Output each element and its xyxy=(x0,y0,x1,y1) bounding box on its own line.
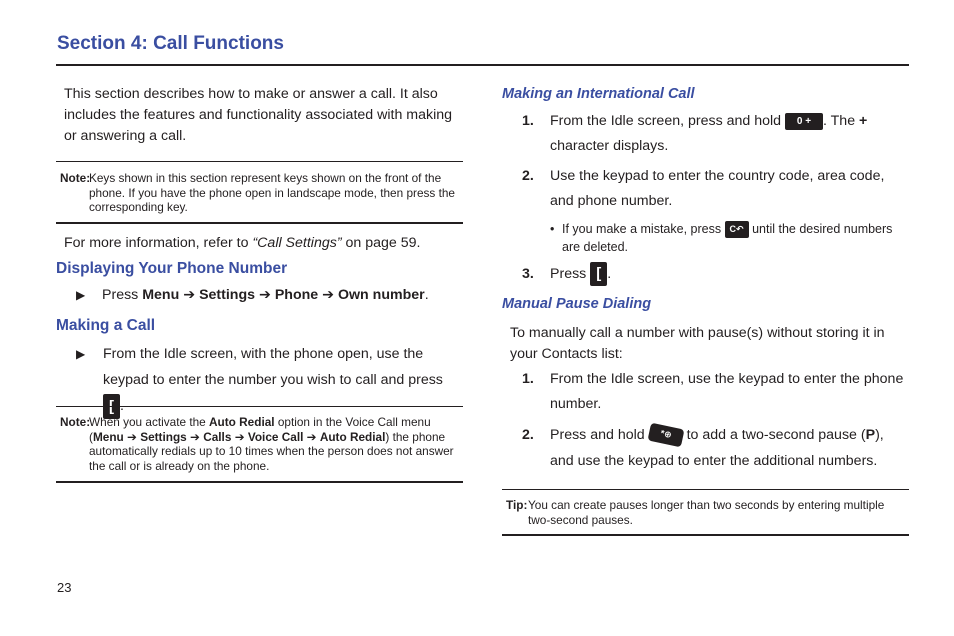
more-info-line xyxy=(64,233,464,254)
step-number: 2. xyxy=(522,427,534,443)
call-step-text: From the Idle screen, with the phone open, use the keypad to enter the number you wish to call and press xyxy=(103,346,443,388)
note-label: Note: xyxy=(60,415,91,429)
page-number: 23 xyxy=(57,580,72,595)
title-rule xyxy=(56,64,909,66)
arrow-icon: ➔ xyxy=(234,429,245,444)
step-text: From the Idle screen, use the keypad to enter the phone number. xyxy=(550,371,904,412)
step-text: ), and use the keypad to enter the additional numbers. xyxy=(550,427,884,469)
arrow-icon: ➔ xyxy=(258,287,271,303)
note-text-part: When you activate the xyxy=(89,415,210,429)
calls-label: Calls xyxy=(203,429,232,444)
note-text-part: ) the phone automatically redials up to 10 times when the person does not answer the call or is already on the phone. xyxy=(89,429,454,473)
call-settings-ref: “Call Settings” xyxy=(252,235,342,251)
heading-making-call: Making a Call xyxy=(56,317,156,334)
page-title: Section 4: Call Functions xyxy=(57,33,284,54)
step-number: 1. xyxy=(522,371,534,387)
settings-label: Settings xyxy=(140,429,187,444)
step-triangle-icon: ▶ xyxy=(76,347,86,361)
note-box-keys xyxy=(56,161,463,224)
clear-key-icon: C↶ xyxy=(725,221,749,238)
zero-plus-key-icon: 0 + xyxy=(785,113,823,130)
step-text: From the Idle screen, press and hold xyxy=(550,113,782,129)
step-triangle-icon: ▶ xyxy=(76,288,86,302)
intl-step-3 xyxy=(522,262,907,287)
intl-bullet xyxy=(550,220,905,256)
heading-international-call: Making an International Call xyxy=(502,86,695,102)
intro-paragraph: This section describes how to make or answer a call. It also includes the features and functionality associated with making or answering a call. xyxy=(64,86,453,144)
auto-redial-label: Auto Redial xyxy=(319,429,386,444)
arrow-icon: ➔ xyxy=(190,429,200,444)
step-text: character displays. xyxy=(550,138,669,154)
heading-manual-pause: Manual Pause Dialing xyxy=(502,296,652,312)
tip-text: You can create pauses longer than two seconds by entering multiple two-second pauses. xyxy=(528,498,885,527)
step-text: Press and hold xyxy=(550,427,645,443)
step-number: 2. xyxy=(522,168,534,184)
display-step xyxy=(76,285,466,306)
settings-label: Settings xyxy=(199,287,256,303)
send-key-icon: [ xyxy=(103,394,120,419)
step-text: Use the keypad to enter the country code, area code, and phone number. xyxy=(550,168,885,209)
intl-step-1 xyxy=(522,109,907,159)
plus-symbol: + xyxy=(859,113,868,129)
note-text: Keys shown in this section represent keys shown on the front of the phone. If you have the phone open in landscape mode, then press the corresponding key. xyxy=(89,171,455,214)
arrow-icon: ➔ xyxy=(127,429,137,444)
heading-display-number: Displaying Your Phone Number xyxy=(56,260,288,277)
phone-label: Phone xyxy=(274,287,319,303)
voice-call-label: Voice Call xyxy=(247,429,304,444)
note-text xyxy=(89,415,461,473)
menu-label: Menu xyxy=(92,429,124,444)
press-text: Press xyxy=(102,287,143,303)
step-text: to add a two-second pause ( xyxy=(686,427,866,443)
pause-step-2 xyxy=(522,422,907,474)
bullet-text: until the desired numbers are deleted. xyxy=(562,222,893,255)
pause-step-1 xyxy=(522,367,907,417)
period: . xyxy=(424,287,429,303)
step-text: . The xyxy=(823,113,860,129)
send-key-icon: [ xyxy=(590,262,607,286)
star-shift-key-icon: *⊕ xyxy=(647,423,684,448)
tip-label: Tip: xyxy=(506,498,528,512)
menu-label: Menu xyxy=(142,287,180,303)
more-info-before: For more information, refer to xyxy=(64,235,253,251)
arrow-icon: ➔ xyxy=(306,429,317,444)
period: . xyxy=(120,398,124,414)
step-number: 1. xyxy=(522,113,534,129)
note-text-part: option in the Voice Call menu ( xyxy=(89,415,431,444)
own-number-label: Own number xyxy=(337,287,425,303)
pause-letter: P xyxy=(865,427,876,443)
step-number: 3. xyxy=(522,266,534,282)
bullet-icon: • xyxy=(550,222,555,236)
step-text: Press xyxy=(550,266,587,282)
note-label: Note: xyxy=(60,171,91,185)
arrow-icon: ➔ xyxy=(183,287,196,303)
pause-intro: To manually call a number with pause(s) without storing it in your Contacts list: xyxy=(510,325,885,362)
arrow-icon: ➔ xyxy=(322,287,335,303)
note-box-auto-redial xyxy=(56,406,463,483)
bullet-text: If you make a mistake, press xyxy=(562,222,722,236)
auto-redial-label: Auto Redial xyxy=(209,415,275,429)
intl-step-2 xyxy=(522,164,907,214)
tip-box xyxy=(502,489,909,536)
more-info-after: on page 59. xyxy=(341,235,421,251)
period: . xyxy=(607,266,612,282)
